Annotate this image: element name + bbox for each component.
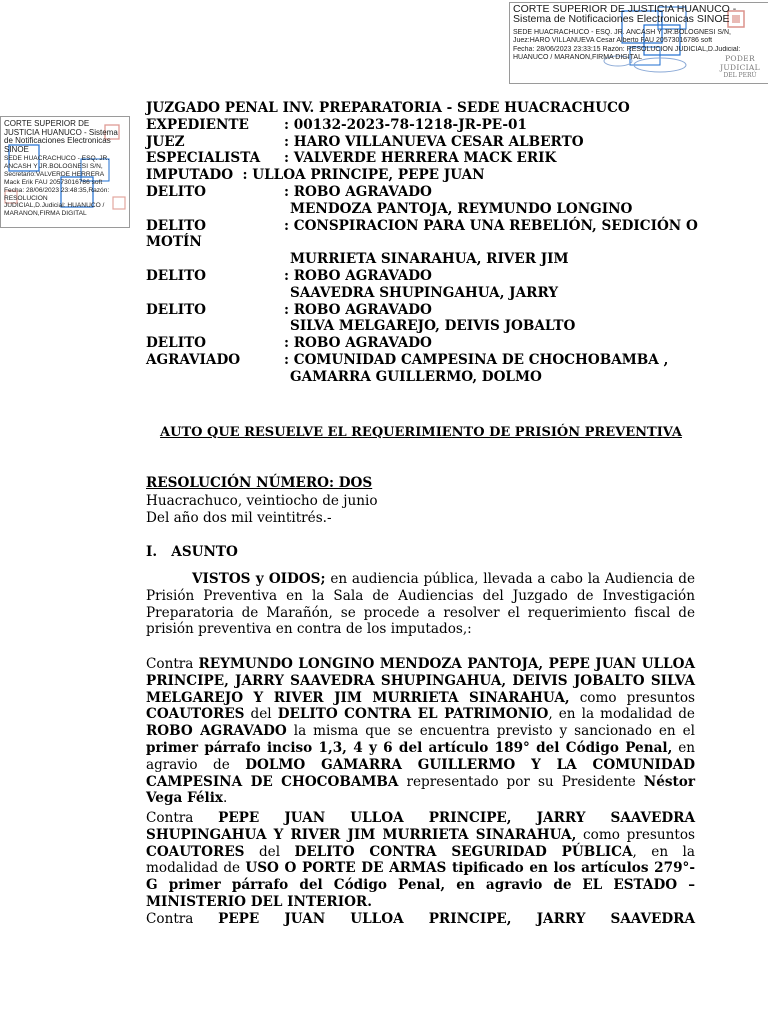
header-row-wrap: [146, 234, 696, 251]
row-label: DELITO: [146, 267, 207, 284]
paragraph-contra-1: [146, 656, 695, 807]
place-date-line: Huacrachuco, veintiocho de junio: [146, 493, 378, 509]
text-run: [572, 877, 583, 893]
stamp-line: Juez:HARO VILLANUEVA Cesar Alberto FAU 20573016786 soft: [513, 37, 713, 45]
header-row-imputado-name: [146, 318, 696, 335]
row-label: ESPECIALISTA: [146, 150, 261, 167]
imputado-name: SAAVEDRA SHUPINGAHUA, JARRY: [290, 284, 559, 301]
paragraph-text: en audiencia pública, llevada a cabo la Audiencia de Prisión Preventiva en la Sala de Audiencias del Juzgado de Investigación Preparatoria de Marañón, se procede a resolver el requerimiento fiscal de prisión preventiva en contra de los imputados,:: [146, 571, 695, 638]
logo-subtext: DEL PERÚ: [723, 72, 757, 79]
row-value-wrap: MOTÍN: [146, 234, 202, 251]
text-run: en agravio de: [146, 739, 695, 773]
stamp-line: SEDE HUACRACHUCO - ESQ. JR. ANCASH Y JR.BOLOGNESI S/N,: [513, 29, 731, 36]
header-row-agraviado-name: [146, 369, 696, 386]
paragraph-vistos: [146, 571, 695, 638]
row-value: : HARO VILLANUEVA CESAR ALBERTO: [284, 133, 584, 150]
text-run: como presuntos: [576, 826, 695, 843]
header-row-imputado-name: [146, 201, 696, 218]
digital-signature-stamp-secretary: [0, 116, 130, 228]
row-value: : ROBO AGRAVADO: [284, 183, 432, 200]
bold-run: EL ESTADO – MINISTERIO DEL INTERIOR.: [146, 877, 695, 910]
imputado-text: IMPUTADO : ULLOA PRINCIPE, PEPE JUAN: [146, 167, 485, 184]
text-run: como presuntos: [569, 689, 695, 706]
bold-run: REYMUNDO LONGINO MENDOZA PANTOJA, PEPE JUAN ULLOA PRINCIPE, JARRY SAAVEDRA SHUPINGAHUA, DEIVIS JOBALTO SILVA MELGAREJO Y RIVER JIM MURRIETA SINARAHUA,: [146, 656, 696, 706]
stamp-line: Fecha: 28/06/2023 23:33:15 Razón: RESOLUCIÓN JUDICIAL,D.Judicial:: [513, 45, 741, 53]
row-value: : CONSPIRACION PARA UNA REBELIÓN, SEDICIÓN O: [284, 217, 698, 234]
text-run: , en la modalidad de: [146, 843, 695, 877]
stamp-title: CORTE SUPERIOR DE JUSTICIA HUANUCO - Sistema de Notificaciones Electronicas SINOE: [513, 3, 737, 25]
header-row-delito: [146, 184, 696, 201]
bold-run: Néstor Vega Félix: [146, 773, 696, 807]
bold-run: USO O PORTE DE ARMAS tipificado en los artículos 279°-G primer párrafo del Código Penal, en agravio de: [146, 860, 695, 894]
logo-text: PODER JUDICIAL: [720, 54, 760, 72]
header-row-imputado-name: [146, 251, 696, 268]
bold-run: COAUTORES: [146, 843, 245, 860]
stamp-line: Secretario:VALVERDE HERRERA: [4, 170, 105, 178]
row-value: : ROBO AGRAVADO: [284, 301, 432, 318]
header-row-imputado: [146, 167, 696, 184]
section-heading-asunto: I. ASUNTO: [146, 544, 238, 560]
text-run: .: [222, 790, 228, 807]
stamp-line: ANCASH Y JR.BOLOGNESI S/N,: [4, 162, 103, 170]
agraviado-name: GAMARRA GUILLERMO, DOLMO: [290, 368, 542, 385]
header-row-juez: [146, 134, 696, 151]
stamp-title: CORTE SUPERIOR DE JUSTICIA HUANUCO - Sistema de Notificaciones Electronicas SINOE: [4, 119, 118, 154]
digital-signature-stamp-judge: [509, 2, 768, 84]
header-row-agraviado: [146, 352, 696, 369]
text-run: la misma que se encuentra previsto y sancionado en el: [286, 723, 695, 740]
row-label: DELITO: [146, 335, 207, 352]
header-row-especialista: [146, 150, 696, 167]
stamp-details: [4, 155, 126, 218]
header-row-delito: [146, 268, 696, 285]
text-run: Contra: [146, 911, 219, 927]
bold-run: COAUTORES: [146, 706, 245, 723]
text-run: Contra: [146, 656, 199, 672]
header-row-delito: [146, 302, 696, 319]
row-value: : VALVERDE HERRERA MACK ERIK: [284, 150, 557, 167]
row-label: EXPEDIENTE: [146, 116, 249, 133]
header-row-delito: [146, 218, 696, 235]
document-title: AUTO QUE RESUELVE EL REQUERIMIENTO DE PRISIÓN PREVENTIVA: [160, 425, 682, 440]
stamp-line: JUDICIAL,D.Judicial: HUANUCO /: [4, 202, 105, 210]
paragraph-contra-2: [146, 810, 695, 911]
row-label: AGRAVIADO: [146, 351, 241, 368]
court-name: [146, 100, 696, 117]
imputado-name: MENDOZA PANTOJA, REYMUNDO LONGINO: [290, 200, 633, 217]
row-value: : ROBO AGRAVADO: [284, 335, 432, 352]
place-date: [146, 493, 695, 527]
case-header: [146, 100, 696, 386]
court-name-text: JUZGADO PENAL INV. PREPARATORIA - SEDE HUACRACHUCO: [146, 100, 630, 116]
bold-run: PEPE JUAN ULLOA PRINCIPE, JARRY SAAVEDRA SHUPINGAHUA Y RIVER JIM MURRIETA SINARAHUA,: [146, 810, 695, 843]
text-run: , en la modalidad de: [548, 706, 695, 723]
header-row-delito: [146, 335, 696, 352]
stamp-line: RESOLUCIÓN: [4, 194, 48, 202]
text-run: del: [244, 843, 295, 860]
header-row-imputado-name: [146, 285, 696, 302]
stamp-line: HUANUCO / MARANON,FIRMA DIGITAL: [513, 53, 642, 61]
text-run: representado por su Presidente: [398, 773, 644, 790]
row-value: : 00132-2023-78-1218-JR-PE-01: [284, 116, 527, 133]
bold-run: DOLMO GAMARRA GUILLERMO Y LA COMUNIDAD CAMPESINA DE CHOCOBAMBA: [146, 756, 695, 790]
stamp-line: SEDE HUACRACHUCO - ESQ. JR.: [4, 155, 110, 162]
row-label: DELITO: [146, 183, 207, 200]
resolution-number: RESOLUCIÓN NÚMERO: DOS: [146, 475, 373, 491]
text-run: Contra: [146, 810, 219, 826]
row-value: : COMUNIDAD CAMPESINA DE CHOCHOBAMBA ,: [284, 351, 669, 368]
bold-run: ROBO AGRAVADO: [146, 723, 287, 740]
bold-run: primer párrafo inciso 1,3, 4 y 6 del artículo 189° del Código Penal,: [146, 739, 673, 756]
place-date-line: Del año dos mil veintitrés.-: [146, 509, 332, 526]
imputado-name: MURRIETA SINARAHUA, RIVER JIM: [290, 251, 569, 268]
bold-run: DELITO CONTRA SEGURIDAD PÚBLICA: [294, 843, 633, 860]
stamp-line: Mack Erik FAU 20573016786 soft: [4, 178, 103, 186]
stamp-line: MARANON,FIRMA DIGITAL: [4, 210, 87, 218]
stamp-line: Fecha: 28/06/2023 23:48:35,Razón:: [4, 186, 110, 194]
row-value: : ROBO AGRAVADO: [284, 267, 432, 284]
bold-run: PEPE JUAN ULLOA PRINCIPE, JARRY SAAVEDRA: [218, 911, 695, 927]
bold-run: DELITO CONTRA EL PATRIMONIO: [277, 706, 549, 723]
text-run: del: [244, 706, 278, 723]
paragraph-lead: VISTOS y OIDOS;: [192, 571, 326, 587]
header-row-expediente: [146, 117, 696, 134]
row-label: JUEZ: [146, 133, 185, 150]
poder-judicial-logo: [718, 54, 762, 79]
paragraph-contra-3: [146, 911, 695, 928]
row-label: DELITO: [146, 217, 207, 234]
imputado-name: SILVA MELGAREJO, DEIVIS JOBALTO: [290, 318, 576, 335]
row-label: DELITO: [146, 301, 207, 318]
